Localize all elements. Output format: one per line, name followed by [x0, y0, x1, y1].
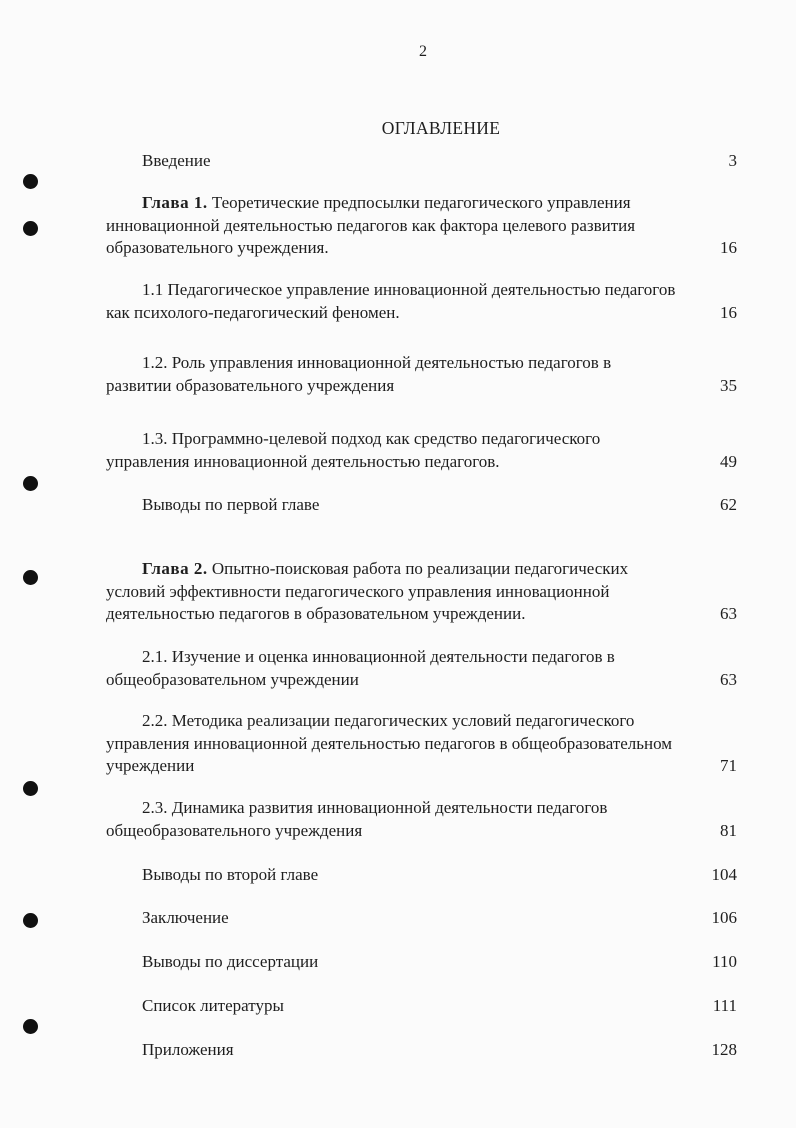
- entry-page: 63: [720, 669, 737, 689]
- toc-entry-2-3: [106, 797, 745, 842]
- entry-text: образовательного учреждения.: [106, 238, 329, 257]
- entry-page: 81: [720, 820, 737, 840]
- entry-text: учреждении: [106, 756, 195, 775]
- entry-text: общеобразовательного учреждения: [106, 820, 363, 840]
- entry-text: Опытно-поисковая работа по реализации педагогических: [211, 559, 629, 578]
- entry-text: инновационной деятельностью педагогов как фактора целевого развития: [106, 215, 636, 235]
- entry-page: 63: [720, 604, 737, 623]
- entry-page: 104: [711, 865, 737, 884]
- toc-entry-conclusion: [142, 907, 745, 929]
- toc-entry-2-2: [106, 710, 745, 778]
- chapter-label: Глава 2.: [142, 559, 208, 578]
- toc-entry-chapter-2: [106, 558, 745, 626]
- toc-entry-conclusions-2: [142, 864, 745, 886]
- entry-text: 1.1 Педагогическое управление инновационной деятельностью педагогов: [142, 280, 676, 299]
- entry-page: 16: [720, 238, 737, 257]
- entry-text: 1.3. Программно-целевой подход как средство педагогического: [142, 429, 601, 448]
- entry-page: 35: [720, 375, 737, 395]
- page-number: 2: [419, 43, 427, 60]
- entry-page: 128: [711, 1040, 737, 1059]
- entry-page: 62: [720, 495, 737, 514]
- entry-text: 2.2. Методика реализации педагогических условий педагогического: [142, 711, 635, 730]
- toc-entry-1-1: [106, 279, 745, 324]
- entry-page: 3: [728, 151, 737, 170]
- toc-entry-chapter-1: [106, 192, 745, 260]
- entry-text: управления инновационной деятельностью педагогов в общеобразовательном: [106, 733, 673, 753]
- binder-hole-mark: [23, 1019, 38, 1034]
- toc-title: ОГЛАВЛЕНИЕ: [381, 118, 501, 138]
- entry-text: как психолого-педагогический феномен.: [106, 302, 400, 322]
- entry-text: Выводы по первой главе: [142, 495, 320, 514]
- binder-hole-mark: [23, 781, 38, 796]
- entry-text: управления инновационной деятельностью педагогов.: [106, 451, 500, 471]
- entry-text: 2.1. Изучение и оценка инновационной деятельности педагогов в: [142, 647, 615, 666]
- entry-text: деятельностью педагогов в образовательном учреждении.: [106, 604, 526, 623]
- toc-entry-1-2: [106, 352, 745, 397]
- entry-text: условий эффективности педагогического управления инновационной: [106, 581, 610, 601]
- entry-text: развитии образовательного учреждения: [106, 375, 395, 395]
- toc-entry-dissertation-conclusions: [142, 951, 745, 973]
- binder-hole-mark: [23, 570, 38, 585]
- entry-text: общеобразовательном учреждении: [106, 669, 359, 689]
- entry-text: 1.2. Роль управления инновационной деятельностью педагогов в: [142, 353, 612, 372]
- entry-text: Заключение: [142, 908, 229, 927]
- entry-text: Выводы по диссертации: [142, 952, 319, 971]
- binder-hole-mark: [23, 174, 38, 189]
- binder-hole-mark: [23, 476, 38, 491]
- toc-entry-references: [142, 995, 745, 1017]
- entry-page: 71: [720, 756, 737, 775]
- entry-page: 110: [712, 952, 737, 971]
- toc-entry-conclusions-1: [142, 494, 745, 516]
- entry-page: 106: [711, 908, 737, 927]
- binder-hole-mark: [23, 913, 38, 928]
- entry-text: Приложения: [142, 1040, 234, 1059]
- entry-text: 2.3. Динамика развития инновационной деятельности педагогов: [142, 798, 608, 817]
- chapter-label: Глава 1.: [142, 193, 208, 212]
- entry-text: Выводы по второй главе: [142, 865, 319, 884]
- entry-text: Список литературы: [142, 996, 284, 1015]
- toc-entry-2-1: [106, 646, 745, 691]
- toc-entry-1-3: [106, 428, 745, 473]
- toc-entry-intro: [142, 150, 745, 172]
- binder-hole-mark: [23, 221, 38, 236]
- entry-page: 16: [720, 302, 737, 322]
- entry-page: 49: [720, 451, 737, 471]
- entry-text: Теоретические предпосылки педагогического управления: [211, 193, 631, 212]
- entry-text: Введение: [142, 151, 211, 170]
- entry-page: 111: [712, 996, 737, 1015]
- toc-entry-appendices: [142, 1039, 745, 1061]
